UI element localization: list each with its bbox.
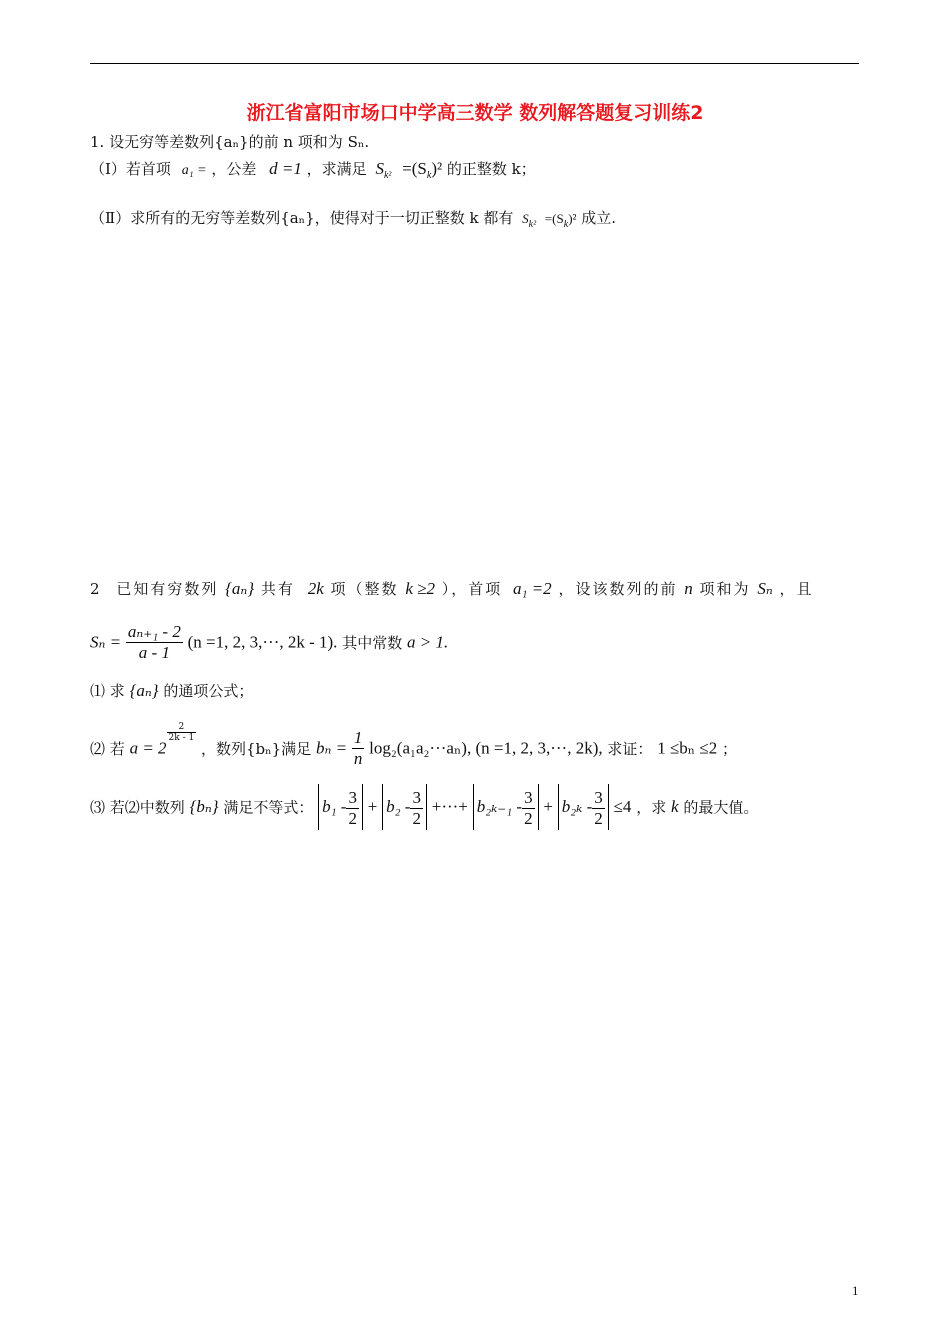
p2-kcond: k ≥2 [405,579,435,598]
p2-t4: ），首项 [441,580,503,598]
p2-q3-t3: 的最大值。 [683,798,759,817]
p2-q1-prefix: ⑴ 求 [90,682,125,700]
p2-q2-log: log₂(a₁a₂···aₙ), (n =1, 2, 3,···, 2k), [369,738,603,758]
problem2-line2 [90,622,448,663]
q3-plus-2: + [543,797,553,816]
p2-t2: 共有 [260,580,295,598]
p2-sn-tail-text: 其中常数 [342,634,403,652]
p2-q2-frac-den: n [353,749,363,768]
p2-twok: 2k [307,579,324,598]
p2-sn-frac-den: a - 1 [126,642,183,663]
p2-sn-tail-math: a > 1. [407,632,449,652]
p1-part1-d: d =1 [269,159,302,178]
abs-term-1-frac [346,788,359,829]
p1-part1-mid1: ，公差 [211,160,257,178]
p1-part2-eq-rhs: =(S [544,211,564,226]
p2-q3 [90,784,758,830]
p2-q3-k: k [670,797,679,816]
p1-part1-prefix: （Ⅰ）若首项 [90,160,171,178]
p2-q3-seq: {bₙ} [189,797,219,816]
p2-t7: ，且 [779,580,814,598]
page-number: 1 [852,1283,859,1298]
p1-part2-eq-rhs-sub: k [563,219,569,230]
p2-q2-exp-den: 2k - 1 [168,733,195,743]
p2-q3-t1: 满足不等式： [223,798,314,817]
p2-a1: a₁ =2 [513,579,552,598]
p2-sn: Sₙ [757,579,773,598]
q3-dots: +···+ [431,797,468,816]
p2-q3-t2: ，求 [636,798,667,817]
p1-part2-eq-rhs-end: )² [568,211,577,226]
abs-term-4-frac [592,788,605,829]
p1-part2-suffix: 成立. [581,209,616,227]
abs-term-4-den: 2 [594,808,603,828]
p2-t1: 已知有穷数列 [116,580,219,598]
p2-q1 [90,680,253,701]
p2-q2-exp [167,722,197,743]
p2-sn-range: (n =1, 2, 3,···, 2k - 1). [187,632,338,652]
p2-q3-prefix: ⑶ 若⑵中数列 [90,798,185,817]
q3-le: ≤4 [613,797,632,816]
abs-term-3-num: 3 [524,787,533,807]
p2-n: n [684,579,693,598]
p2-q2-ineq: 1 ≤bₙ ≤2 [657,738,718,758]
p2-q2 [90,722,737,769]
header-rule [90,63,859,64]
abs-term-3-frac [522,788,535,829]
p1-part2-prefix: （Ⅱ）求所有的无穷等差数列{aₙ}，使得对于一切正整数 k 都有 [90,209,514,227]
p1-part2-eq-s: S [522,211,529,226]
abs-term-4-num: 3 [594,787,603,807]
abs-term-2-frac [410,788,423,829]
abs-term-2-num: 3 [412,787,421,807]
p2-q2-bn: bₙ = [315,738,348,758]
p1-part1-eq-sub: k² [383,170,392,181]
p1-part1-mid2: ，求满足 [306,160,367,178]
abs-term-2 [382,784,427,830]
p2-t5: ，设该数列的前 [558,580,678,598]
p2-q1-seq: {aₙ} [129,681,159,700]
abs-term-3-den: 2 [524,808,533,828]
abs-term-3 [473,784,539,830]
p2-num: 2 [90,580,102,598]
p2-q2-t2: 求证： [607,740,653,758]
problem1-part1 [90,158,536,181]
p2-q2-frac [352,728,365,769]
abs-term-1-den: 2 [348,808,357,828]
p2-t3: 项（整数 [330,580,399,598]
p2-q2-t3: ； [721,740,737,758]
p2-sn-fraction [126,622,183,663]
problem1-intro: 1. 设无穷等差数列{aₙ}的前 n 项和为 Sₙ. [90,133,370,151]
q3-plus-1: + [367,797,378,816]
abs-term-2-den: 2 [412,808,421,828]
p1-part2-eq-sub: k² [528,219,537,230]
p2-q2-t1: ，数列{bₙ}满足 [201,740,312,758]
p1-part1-eq-rhs-sub: k [426,170,432,181]
abs-term-1 [318,784,363,830]
p2-q2-a: a = 2 [129,738,167,758]
abs-term-4-b: b₂ₖ - [561,797,593,816]
p1-part1-eq-rhs-end: )² [431,159,443,178]
p1-part1-eq-rhs: =(S [402,159,427,178]
problem2-line1 [90,578,814,599]
p2-q2-prefix: ⑵ 若 [90,740,125,758]
p1-part1-a1: a₁ = [181,163,207,178]
p2-q2-frac-num: 1 [353,728,363,747]
p2-seq: {aₙ} [225,579,255,598]
page-title: 浙江省富阳市场口中学高三数学 数列解答题复习训练2 [246,102,704,124]
p1-part1-eq-s: S [375,159,384,178]
abs-term-1-num: 3 [348,787,357,807]
problem1-part2 [90,207,616,230]
p2-sn-frac-num: aₙ₊₁ - 2 [127,622,181,641]
p2-q1-suffix: 的通项公式； [163,682,254,700]
p2-q2-exp-num: 2 [178,722,185,732]
p2-sn-lhs: Sₙ = [90,632,122,652]
abs-term-2-b: b₂ - [386,797,411,816]
abs-term-3-b: b₂ₖ₋₁ - [476,797,523,816]
p1-part1-suffix: 的正整数 k； [446,160,536,178]
p2-t6: 项和为 [699,580,751,598]
abs-term-1-b: b₁ - [322,797,347,816]
abs-term-4 [558,784,609,830]
